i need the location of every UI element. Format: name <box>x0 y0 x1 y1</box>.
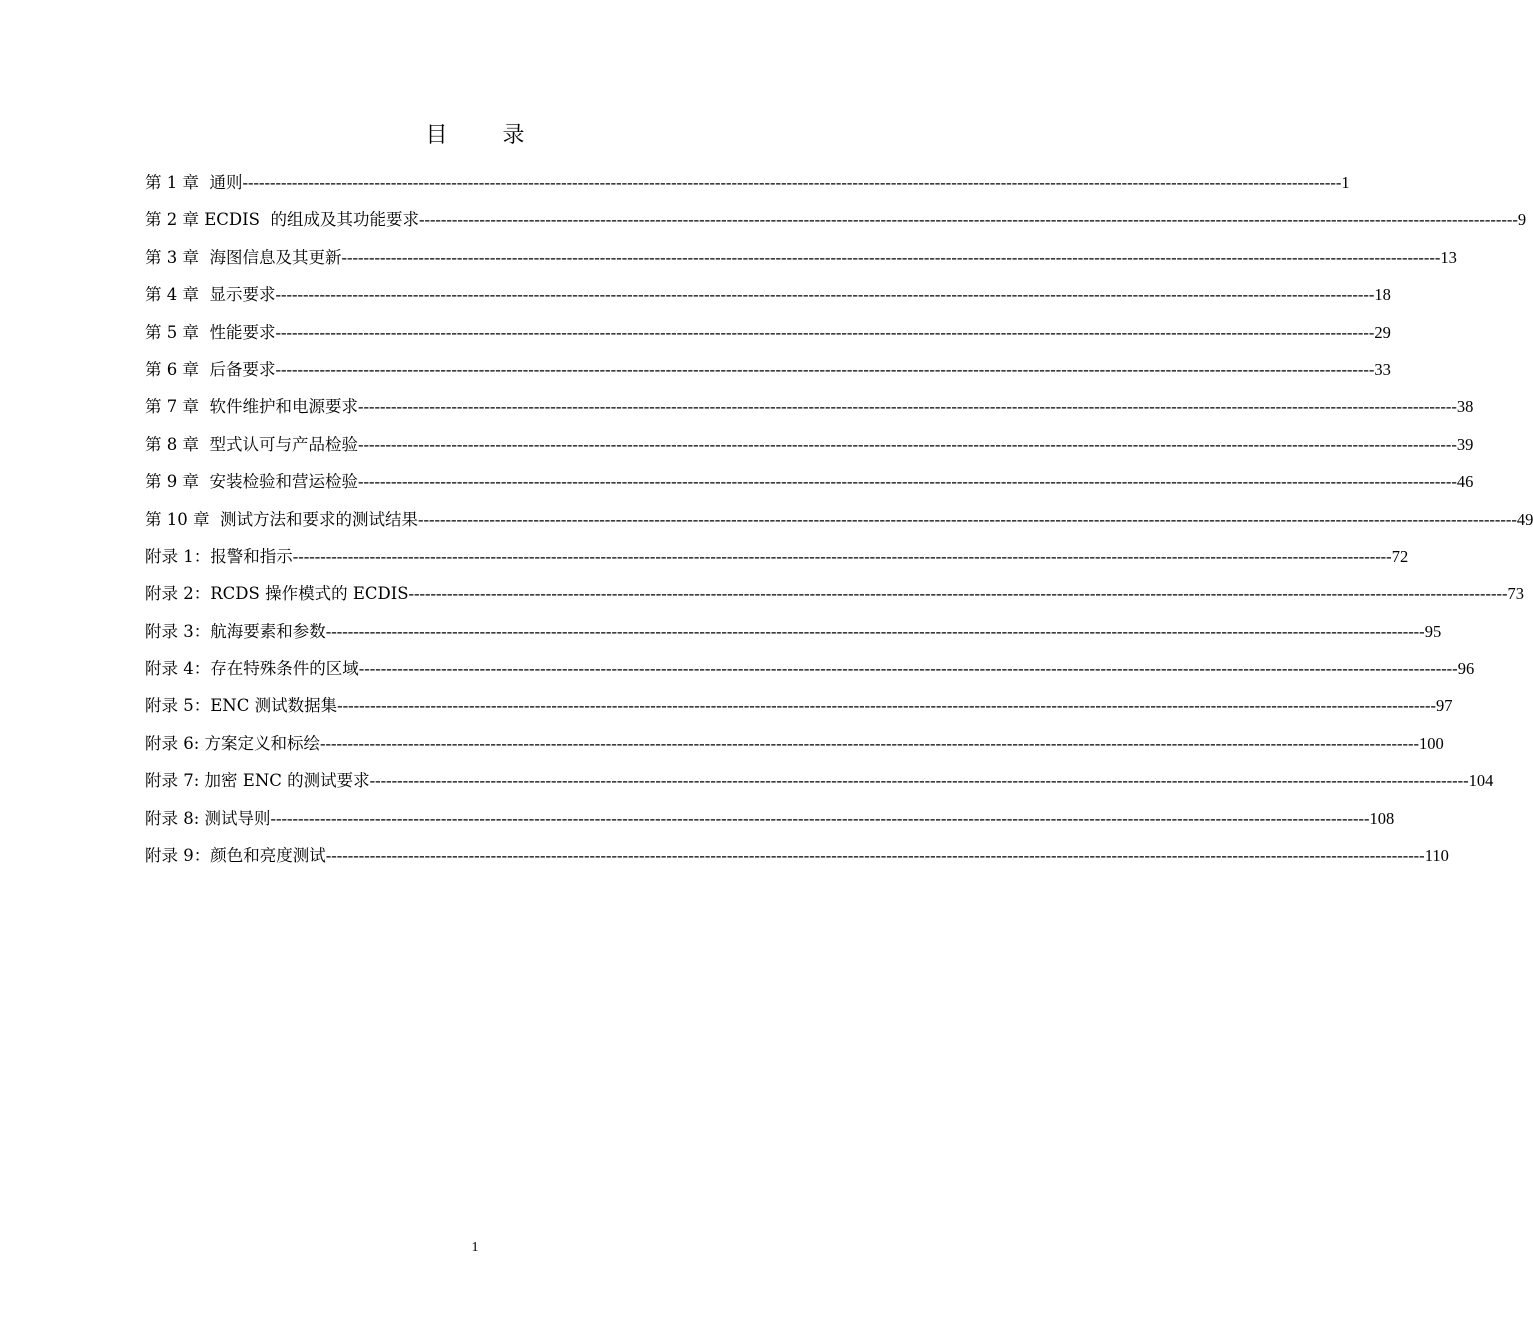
toc-entry[interactable] <box>145 843 1449 880</box>
toc-entry-label: 第 4 章 显示要求 <box>145 285 276 305</box>
toc-leader: -------------------------------------------------------------------------------------------------------------------------------------------------------------------------------------------------------- <box>357 434 1457 454</box>
table-of-contents <box>145 170 1533 880</box>
page-number: 1 <box>471 1240 479 1255</box>
toc-leader: -------------------------------------------------------------------------------------------------------------------------------------------------------------------------------------------------------- <box>358 659 1458 679</box>
toc-leader: -------------------------------------------------------------------------------------------------------------------------------------------------------------------------------------------------------- <box>325 846 1425 866</box>
toc-entry-page: 95 <box>1424 621 1442 641</box>
toc-entry-label: 附录 2：RCDS 操作模式的 ECDIS <box>145 584 409 604</box>
toc-entry-label: 附录 9：颜色和亮度测试 <box>145 846 326 866</box>
toc-entry-label: 第 10 章 测试方法和要求的测试结果 <box>145 509 418 529</box>
toc-leader: -------------------------------------------------------------------------------------------------------------------------------------------------------------------------------------------------------- <box>417 509 1517 529</box>
toc-entry-label: 附录 1：报警和指示 <box>145 546 293 566</box>
toc-leader: -------------------------------------------------------------------------------------------------------------------------------------------------------------------------------------------------------- <box>242 173 1342 192</box>
toc-leader: -------------------------------------------------------------------------------------------------------------------------------------------------------------------------------------------------------- <box>341 247 1441 267</box>
toc-entry-page: 29 <box>1374 322 1391 342</box>
toc-entry-page: 110 <box>1424 846 1449 866</box>
toc-entry[interactable] <box>145 432 1474 469</box>
toc-entry-page: 104 <box>1468 771 1494 791</box>
toc-leader: -------------------------------------------------------------------------------------------------------------------------------------------------------------------------------------------------------- <box>337 696 1437 716</box>
toc-entry[interactable] <box>145 245 1457 282</box>
toc-entry[interactable] <box>145 619 1442 656</box>
toc-leader: -------------------------------------------------------------------------------------------------------------------------------------------------------------------------------------------------------- <box>275 359 1375 379</box>
toc-leader: -------------------------------------------------------------------------------------------------------------------------------------------------------------------------------------------------------- <box>408 584 1508 604</box>
toc-entry-page: 18 <box>1374 285 1391 305</box>
toc-leader: -------------------------------------------------------------------------------------------------------------------------------------------------------------------------------------------------------- <box>418 210 1518 230</box>
toc-entry-page: 49 <box>1516 509 1533 529</box>
toc-entry-page: 33 <box>1374 359 1391 379</box>
toc-leader: -------------------------------------------------------------------------------------------------------------------------------------------------------------------------------------------------------- <box>357 397 1457 417</box>
toc-entry[interactable] <box>145 282 1391 319</box>
toc-entry-label: 附录 8: 测试导则 <box>145 808 271 828</box>
toc-entry-label: 附录 3：航海要素和参数 <box>145 621 326 641</box>
toc-entry[interactable] <box>145 731 1444 768</box>
toc-entry-label: 第 7 章 软件维护和电源要求 <box>145 397 358 417</box>
toc-entry-label: 附录 6: 方案定义和标绘 <box>145 733 321 753</box>
toc-entry[interactable] <box>145 170 1350 207</box>
toc-entry[interactable] <box>145 394 1474 431</box>
toc-entry-page: 46 <box>1456 472 1474 492</box>
toc-leader: -------------------------------------------------------------------------------------------------------------------------------------------------------------------------------------------------------- <box>357 472 1457 492</box>
toc-entry-label: 附录 7: 加密 ENC 的测试要求 <box>145 771 370 791</box>
toc-entry-label: 第 6 章 后备要求 <box>145 359 276 379</box>
toc-entry-label: 第 5 章 性能要求 <box>145 322 276 342</box>
toc-leader: -------------------------------------------------------------------------------------------------------------------------------------------------------------------------------------------------------- <box>270 808 1370 828</box>
toc-entry-page: 96 <box>1457 659 1475 679</box>
toc-entry-page: 39 <box>1456 434 1474 454</box>
toc-entry-label: 第 2 章 ECDIS 的组成及其功能要求 <box>145 210 419 230</box>
toc-entry-label: 第 9 章 安装检验和营运检验 <box>145 472 358 492</box>
toc-leader: -------------------------------------------------------------------------------------------------------------------------------------------------------------------------------------------------------- <box>275 285 1375 305</box>
toc-entry-page: 1 <box>1341 173 1350 192</box>
toc-leader: -------------------------------------------------------------------------------------------------------------------------------------------------------------------------------------------------------- <box>369 771 1469 791</box>
toc-entry[interactable] <box>145 507 1533 544</box>
toc-entry-page: 73 <box>1507 584 1524 604</box>
toc-entry[interactable] <box>145 357 1391 394</box>
toc-entry[interactable] <box>145 469 1474 506</box>
toc-entry-page: 9 <box>1517 210 1527 230</box>
toc-entry[interactable] <box>145 656 1475 693</box>
toc-entry[interactable] <box>145 544 1409 581</box>
toc-leader: -------------------------------------------------------------------------------------------------------------------------------------------------------------------------------------------------------- <box>325 621 1425 641</box>
toc-entry-page: 72 <box>1391 546 1409 566</box>
toc-entry-label: 第 1 章 通则 <box>145 173 243 192</box>
toc-entry-page: 108 <box>1369 808 1395 828</box>
toc-entry-page: 13 <box>1440 247 1457 267</box>
toc-entry[interactable] <box>145 806 1395 843</box>
toc-entry-page: 100 <box>1418 733 1444 753</box>
toc-entry[interactable] <box>145 693 1453 730</box>
toc-entry[interactable] <box>145 207 1527 244</box>
toc-leader: -------------------------------------------------------------------------------------------------------------------------------------------------------------------------------------------------------- <box>292 546 1392 566</box>
toc-entry-page: 97 <box>1436 696 1453 716</box>
toc-entry-label: 附录 4：存在特殊条件的区域 <box>145 659 359 679</box>
toc-leader: -------------------------------------------------------------------------------------------------------------------------------------------------------------------------------------------------------- <box>275 322 1375 342</box>
toc-entry-label: 第 8 章 型式认可与产品检验 <box>145 434 358 454</box>
toc-leader: -------------------------------------------------------------------------------------------------------------------------------------------------------------------------------------------------------- <box>320 733 1419 753</box>
toc-entry[interactable] <box>145 320 1391 357</box>
toc-entry-label: 第 3 章 海图信息及其更新 <box>145 247 342 267</box>
toc-entry[interactable] <box>145 768 1494 805</box>
toc-entry[interactable] <box>145 581 1524 618</box>
page-title: 目 录 <box>425 123 549 148</box>
toc-entry-label: 附录 5：ENC 测试数据集 <box>145 696 338 716</box>
toc-entry-page: 38 <box>1456 397 1474 417</box>
